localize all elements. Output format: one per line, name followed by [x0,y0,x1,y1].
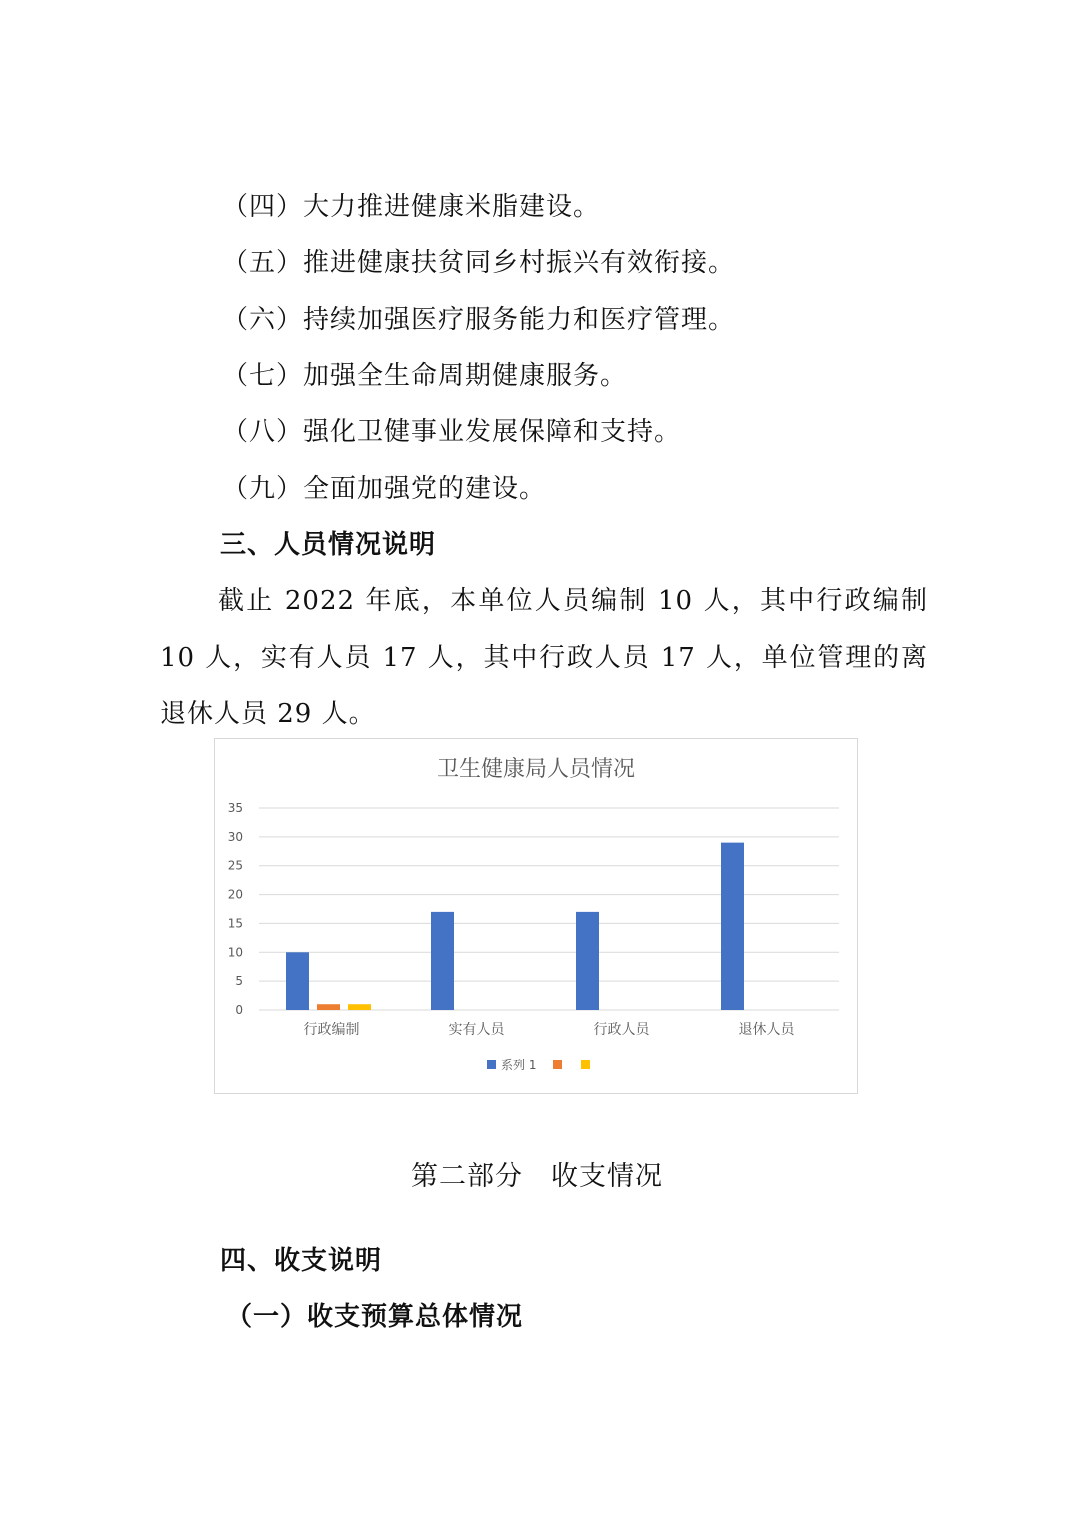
y-tick-label: 25 [227,858,243,873]
y-tick-label: 5 [235,974,243,989]
x-tick-label: 退休人员 [738,1022,795,1038]
list-item-9: （九）全面加强党的建设。 [222,474,547,504]
list-item-4: （四）大力推进健康米脂建设。 [222,192,601,222]
chart-grid [259,808,839,1010]
chart-bars [286,843,744,1010]
y-tick-label: 10 [227,945,243,960]
chart-svg [215,739,857,1093]
section-heading-income-expense: 四、收支说明 [220,1246,383,1276]
bar [576,912,599,1010]
y-tick-label: 30 [227,829,243,844]
legend-swatch [487,1060,496,1069]
list-item-7: （七）加强全生命周期健康服务。 [222,361,628,391]
x-tick-label: 实有人员 [448,1022,505,1038]
legend-swatch [553,1060,562,1069]
x-tick-label: 行政编制 [303,1022,360,1038]
bar [348,1004,371,1010]
paragraph-line-1: 截止 2022 年底，本单位人员编制 10 人，其中行政编制 [218,586,928,616]
personnel-chart [214,738,858,1094]
list-item-8: （八）强化卫健事业发展保障和支持。 [222,417,682,447]
bar [431,912,454,1010]
list-item-6: （六）持续加强医疗服务能力和医疗管理。 [222,305,736,335]
y-tick-label: 20 [227,887,243,902]
bar [317,1004,340,1010]
y-tick-label: 35 [227,801,243,815]
paragraph-line-3: 退休人员 29 人。 [160,699,376,729]
paragraph-line-2: 10 人，实有人员 17 人，其中行政人员 17 人，单位管理的离 [160,643,928,673]
chart-legend [487,1057,590,1072]
list-item-5: （五）推进健康扶贫同乡村振兴有效衔接。 [222,248,736,278]
x-tick-label: 行政人员 [593,1022,650,1038]
bar [721,843,744,1010]
y-tick-label: 0 [235,1003,243,1017]
chart-title: 卫生健康局人员情况 [436,757,636,782]
part-title: 第二部分 收支情况 [411,1161,663,1192]
subsection-heading-budget: （一）收支预算总体情况 [226,1302,524,1332]
section-heading-personnel: 三、人员情况说明 [220,530,437,560]
bar [286,952,309,1010]
legend-label: 系列 1 [501,1058,537,1072]
y-tick-label: 15 [227,916,243,931]
legend-swatch [581,1060,590,1069]
